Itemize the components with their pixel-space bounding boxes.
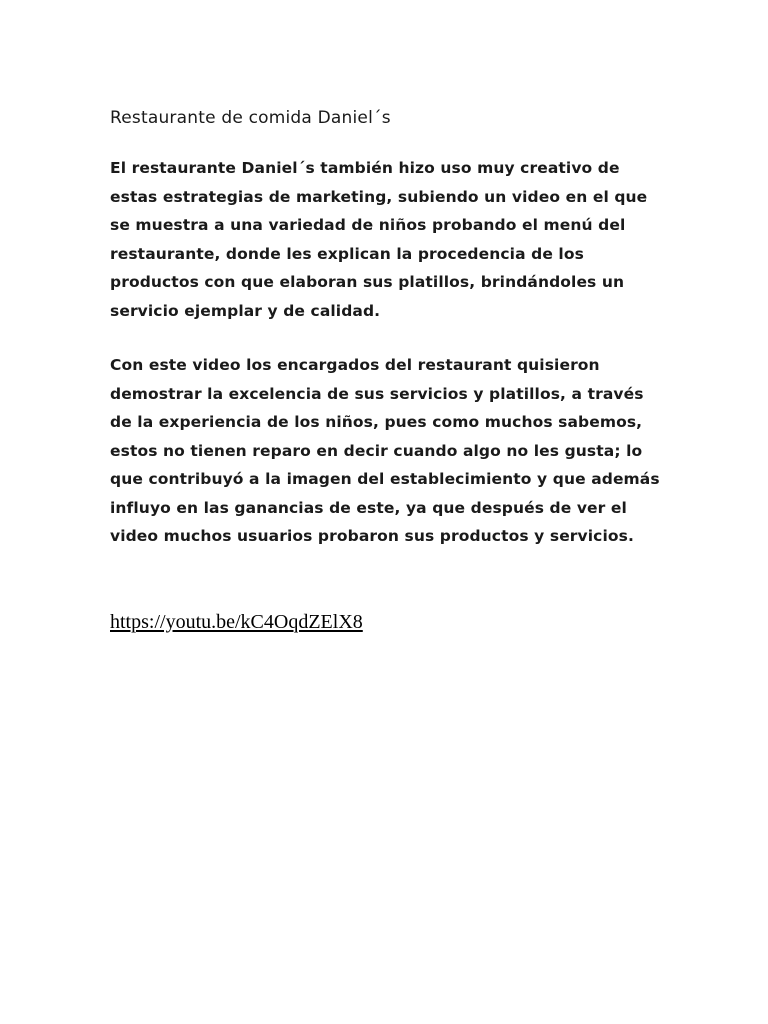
document-title: Restaurante de comida Daniel´s <box>110 108 391 128</box>
paragraph-1: El restaurante Daniel´s también hizo uso muy creativo de estas estrategias de marketing, subiendo un video en el que se muestra a una variedad de niños probando el menú del restaurante, donde les explican la procedencia de los productos con que elaboran sus platillos, brindándoles un servicio ejemplar y de calidad. <box>110 159 648 320</box>
youtube-link[interactable]: https://youtu.be/kC4OqdZElX8 <box>110 610 363 633</box>
paragraph-2: Con este video los encargados del restaurant quisieron demostrar la excelencia de sus servicios y platillos, a través de la experiencia de los niños, pues como muchos sabemos, estos no tienen reparo en decir cuando algo no les gusta; lo que contribuyó a la imagen del establecimiento y que además influyo en las ganancias de este, ya que después de ver el video muchos usuarios probaron sus productos y servicios. <box>110 356 660 545</box>
link-container <box>110 611 670 634</box>
document-body <box>110 104 670 634</box>
